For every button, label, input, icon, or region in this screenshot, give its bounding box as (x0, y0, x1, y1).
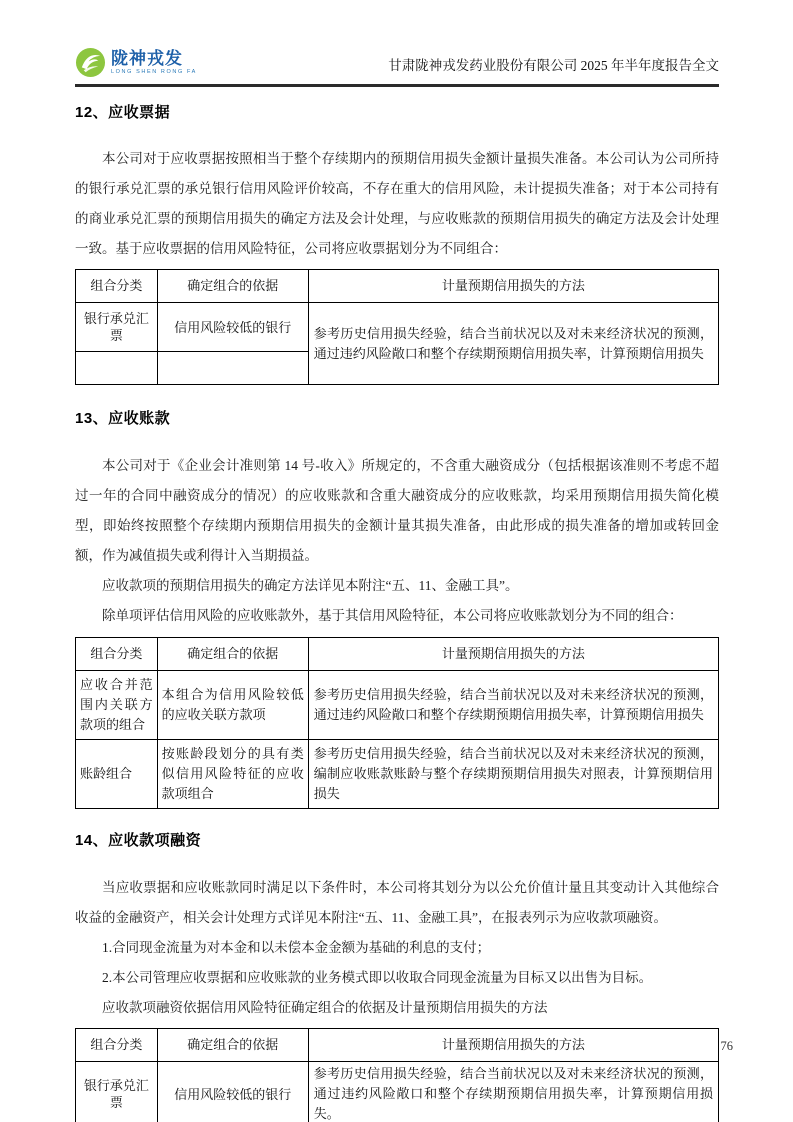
page-number: 76 (720, 1039, 733, 1053)
cell-category: 账龄组合 (76, 740, 158, 809)
section-heading-14: 14、应收款项融资 (75, 832, 202, 849)
company-logo (75, 47, 197, 78)
table-header-row (76, 270, 719, 303)
cell-basis: 信用风险较低的银行 (157, 303, 308, 352)
cell-category: 银行承兑汇票 (76, 303, 158, 352)
cell-category: 银行承兑汇票 (76, 1062, 158, 1122)
table-row (76, 1062, 719, 1122)
cell-method: 参考历史信用损失经验，结合当前状况以及对未来经济状况的预测，通过违约风险敞口和整个存续期预期信用损失率，计算预期信用损失 (308, 303, 718, 385)
cell-basis: 本组合为信用风险较低的应收关联方款项 (157, 671, 308, 740)
header-cell-category: 组合分类 (76, 270, 158, 303)
report-title: 甘肃陇神戎发药业股份有限公司 2025 年半年度报告全文 (388, 58, 719, 73)
cell-empty (157, 352, 308, 385)
cell-method: 参考历史信用损失经验，结合当前状况以及对未来经济状况的预测，通过违约风险敞口和整个存续期预期信用损失率，计算预期信用损失 (308, 671, 718, 740)
accounts-receivable-table (75, 637, 719, 809)
header-cell-method: 计量预期信用损失的方法 (308, 638, 718, 671)
header-cell-basis: 确定组合的依据 (157, 1029, 308, 1062)
cell-basis: 信用风险较低的银行 (157, 1062, 308, 1122)
section12-paragraph: 本公司对于应收票据按照相当于整个存续期内的预期信用损失金额计量损失准备。本公司认为公司所持的银行承兑汇票的承兑银行信用风险评价较高，不存在重大的信用风险，未计提损失准备；对于本公司持有的商业承兑汇票的预期信用损失的确定方法及会计处理，与应收账款的预期信用损失的确定方法及会计处理一致。基于应收票据的信用风险特征，公司将应收票据划分为不同组合： (75, 151, 719, 256)
page-header (75, 0, 719, 87)
receivables-financing-table (75, 1028, 719, 1122)
table-row (76, 740, 719, 809)
section13-paragraph-1: 本公司对于《企业会计准则第 14 号-收入》所规定的，不含重大融资成分（包括根据该准则不考虑不超过一年的合同中融资成分的情况）的应收账款和含重大融资成分的应收账款，均采用预期信用损失简化模型，即始终按照整个存续期内预期信用损失的金额计量其损失准备，由此形成的损失准备的增加或转回金额，作为减值损失或利得计入当期损益。 (75, 458, 719, 563)
section14-paragraph-1: 当应收票据和应收账款同时满足以下条件时，本公司将其划分为以公允价值计量且其变动计入其他综合收益的金融资产，相关会计处理方式详见本附注“五、11、金融工具”，在报表列示为应收款项融资。 (75, 880, 719, 925)
header-cell-method: 计量预期信用损失的方法 (308, 1029, 718, 1062)
logo-cn-text: 陇神戎发 (111, 48, 183, 68)
header-cell-method: 计量预期信用损失的方法 (308, 270, 718, 303)
table-row (76, 671, 719, 740)
cell-empty (76, 352, 158, 385)
header-cell-basis: 确定组合的依据 (157, 270, 308, 303)
cell-category: 应收合并范围内关联方款项的组合 (76, 671, 158, 740)
table-header-row (76, 1029, 719, 1062)
notes-receivable-table (75, 269, 719, 385)
cell-method: 参考历史信用损失经验，结合当前状况以及对未来经济状况的预测，通过违约风险敞口和整个存续期预期信用损失率，计算预期信用损失。 (308, 1062, 718, 1122)
table-row (76, 303, 719, 352)
section13-paragraph-2: 应收款项的预期信用损失的确定方法详见本附注“五、11、金融工具”。 (102, 578, 519, 593)
cell-basis: 按账龄段划分的具有类似信用风险特征的应收款项组合 (157, 740, 308, 809)
header-cell-basis: 确定组合的依据 (157, 638, 308, 671)
section14-paragraph-2: 应收款项融资依据信用风险特征确定组合的依据及计量预期信用损失的方法 (102, 1000, 548, 1015)
logo-en-text: LONG SHEN RONG FA (111, 68, 197, 75)
header-cell-category: 组合分类 (76, 638, 158, 671)
section-heading-12: 12、应收票据 (75, 104, 171, 121)
section14-condition-2: 2.本公司管理应收票据和应收账款的业务模式即以收取合同现金流量为目标又以出售为目标。 (102, 970, 653, 985)
section13-paragraph-3: 除单项评估信用风险的应收账款外，基于其信用风险特征，本公司将应收账款划分为不同的组合： (102, 608, 683, 623)
logo-icon (75, 47, 106, 78)
logo-text (111, 50, 197, 76)
section-heading-13: 13、应收账款 (75, 410, 171, 427)
header-cell-category: 组合分类 (76, 1029, 158, 1062)
cell-method: 参考历史信用损失经验，结合当前状况以及对未来经济状况的预测，编制应收账款账龄与整个存续期预期信用损失对照表，计算预期信用损失 (308, 740, 718, 809)
table-header-row (76, 638, 719, 671)
section14-condition-1: 1.合同现金流量为对本金和以未偿本金金额为基础的利息的支付； (102, 940, 491, 955)
